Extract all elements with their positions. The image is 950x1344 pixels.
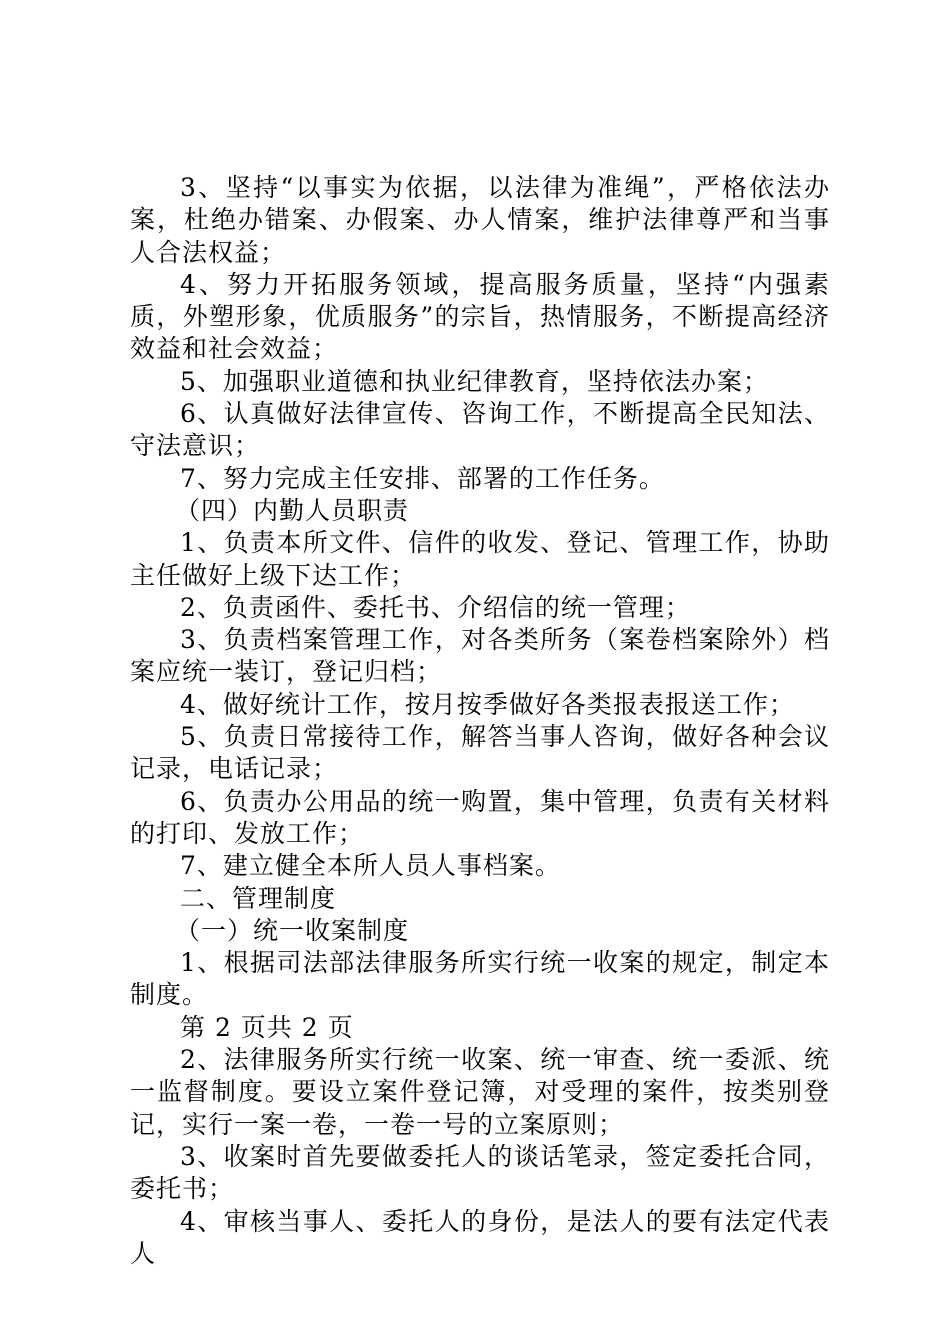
section-subheading: （四）内勤人员职责 [175, 495, 410, 525]
paragraph: 1、根据司法部法律服务所实行统一收案的规定，制定本制度。 [130, 948, 830, 1010]
paragraph: 7、努力完成主任安排、部署的工作任务。 [180, 463, 665, 493]
paragraph: 3、坚持“以事实为依据，以法律为准绳”，严格依法办案，杜绝办错案、办假案、办人情案，维护法律尊严和当事人合法权益； [130, 173, 830, 267]
paragraph: 4、努力开拓服务领域，提高服务质量，坚持“内强素质，外塑形象，优质服务”的宗旨，热情服务，不断提高经济效益和社会效益； [130, 269, 830, 364]
paragraph: 3、收案时首先要做委托人的谈话笔录，签定委托合同，委托书； [130, 1141, 830, 1204]
paragraph: 2、负责函件、委托书、介绍信的统一管理； [180, 592, 691, 622]
paragraph: 6、认真做好法律宣传、咨询工作，不断提高全民知法、守法意识； [130, 399, 830, 461]
paragraph: 4、做好统计工作，按月按季做好各类报表报送工作； [180, 689, 795, 719]
section-heading: 二、管理制度 [180, 883, 337, 913]
paragraph: 2、法律服务所实行统一收案、统一审查、统一委派、统一监督制度。要设立案件登记簿，对受理的案件，按类别登记，实行一案一卷，一卷一号的立案原则； [130, 1045, 830, 1139]
document-body [130, 172, 830, 1270]
paragraph: 3、负责档案管理工作，对各类所务（案卷档案除外）档案应统一装订，登记归档； [130, 625, 830, 687]
page-number: 第 2 页共 2 页 [180, 1012, 354, 1042]
paragraph: 6、负责办公用品的统一购置，集中管理，负责有关材料的打印、发放工作； [130, 786, 830, 848]
paragraph: 5、加强职业道德和执业纪律教育，坚持依法办案； [180, 366, 769, 396]
paragraph: 5、负责日常接待工作，解答当事人咨询，做好各种会议记录，电话记录； [130, 722, 830, 784]
section-subheading: （一）统一收案制度 [175, 915, 410, 945]
paragraph: 7、建立健全本所人员人事档案。 [180, 851, 561, 881]
paragraph: 1、负责本所文件、信件的收发、登记、管理工作，协助主任做好上级下达工作； [130, 528, 830, 590]
paragraph: 4、审核当事人、委托人的身份，是法人的要有法定代表人 [130, 1206, 830, 1268]
